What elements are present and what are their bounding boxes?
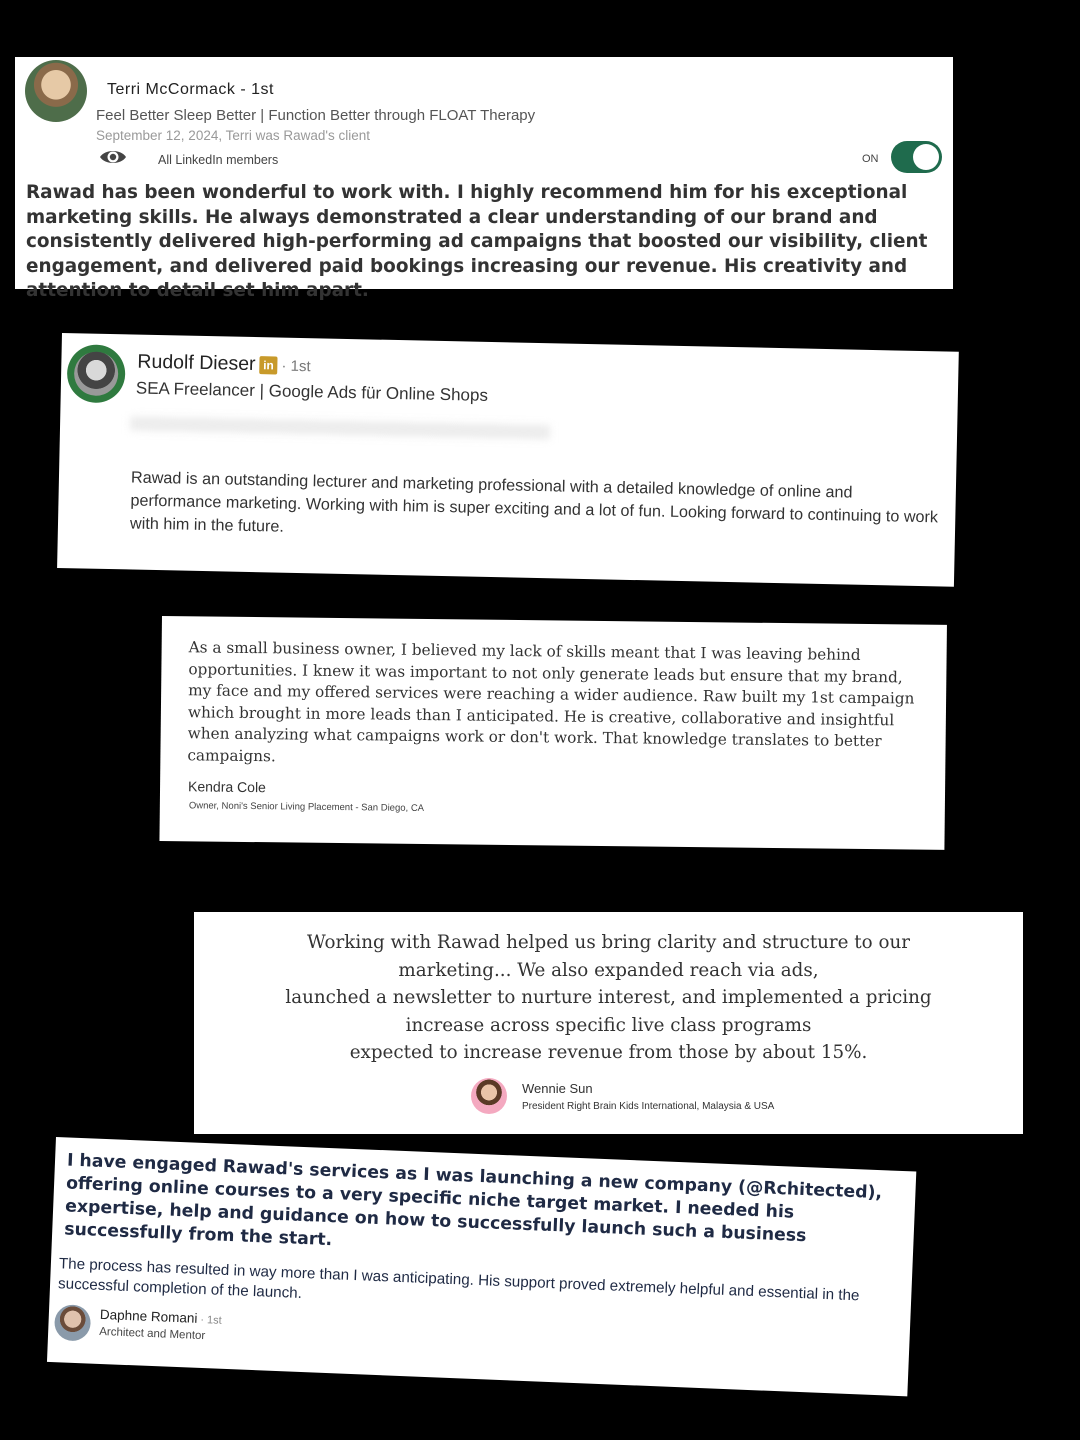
- testimonial-card-rudolf: [57, 333, 959, 587]
- recommendation-date: September 12, 2024, Terri was Rawad's client: [96, 128, 370, 143]
- testimonial-text: Working with Rawad helped us bring clarity and structure to our marketing... We also expanded reach via ads, launched a newsletter to nurture interest, and implemented a pricing increase across specific live class programs expected to increase revenue from those by about 15%.: [285, 932, 932, 1063]
- author-name[interactable]: Rudolf Dieser: [137, 350, 256, 376]
- testimonial-text: As a small business owner, I believed my lack of skills meant that I was leaving behind opportunities. I knew it was important to not only generate leads but ensure that my brand, my face and my offered services were reaching a wider audience. Raw built my 1st campaign which brought in more leads than I anticipated. He is creative, collaborative and insightful when analyzing what campaigns work or don't work. That knowledge translates to better campaigns.: [187, 638, 915, 765]
- author-name: Kendra Cole: [187, 778, 266, 796]
- visibility-toggle[interactable]: [891, 141, 942, 173]
- toggle-knob: [913, 144, 939, 170]
- author-name: Wennie Sun: [522, 1081, 593, 1096]
- visibility-label[interactable]: All LinkedIn members: [158, 153, 279, 167]
- avatar[interactable]: [54, 1304, 91, 1341]
- author-name-row: [100, 1307, 222, 1327]
- author-name[interactable]: Terri McCormack - 1st: [107, 81, 274, 98]
- author-name-row: [137, 351, 311, 378]
- avatar[interactable]: [25, 60, 87, 122]
- avatar[interactable]: [67, 344, 126, 403]
- testimonial-card-daphne: [47, 1137, 916, 1396]
- linkedin-icon: in: [259, 356, 277, 374]
- toggle-label: ON: [862, 153, 879, 165]
- author-title: Owner, Noni's Senior Living Placement - San Diego, CA: [188, 800, 425, 814]
- eye-icon[interactable]: [98, 146, 128, 168]
- testimonial-text: The process has resulted in way more than I was anticipating. His support proved extremely helpful and essential in the successful completion of the launch.: [57, 1255, 860, 1305]
- testimonial-text-bold: I have engaged Rawad's services as I was launching a new company (@Rchitected), offering online courses to a very specific niche target market. I needed his expertise, help and guidance on how to successfully launch such a business successfully from the start.: [63, 1150, 883, 1251]
- testimonial-card-terri: [15, 57, 953, 301]
- connection-degree: · 1st: [200, 1313, 222, 1327]
- testimonial-card-kendra: [159, 616, 947, 850]
- author-title: President Right Brain Kids International, Malaysia & USA: [522, 1101, 775, 1112]
- author-headline: Feel Better Sleep Better | Function Better through FLOAT Therapy: [96, 107, 536, 124]
- recommendation-text: Rawad has been wonderful to work with. I highly recommend him for his exceptional marketing skills. He always demonstrated a clear understanding of our brand and consistently delivered high-performing ad campaigns that boosted our visibility, client engagement, and delivered paid bookings increasing our revenue. His creativity and attention to detail set him apart.: [26, 182, 928, 301]
- connection-degree: · 1st: [281, 357, 311, 376]
- recommendation-text: Rawad is an outstanding lecturer and marketing professional with a detailed knowledge of online and performance marketing. Working with him is super exciting and a lot of fun. Looking forward to continuing to work with him in the future.: [129, 468, 939, 536]
- author-name[interactable]: Daphne Romani: [99, 1306, 198, 1326]
- author-headline: SEA Freelancer | Google Ads für Online Shops: [135, 378, 489, 405]
- author-title: Architect and Mentor: [98, 1325, 206, 1343]
- blurred-text: [130, 416, 550, 439]
- testimonial-card-wennie: [194, 912, 1023, 1134]
- avatar: [471, 1078, 507, 1114]
